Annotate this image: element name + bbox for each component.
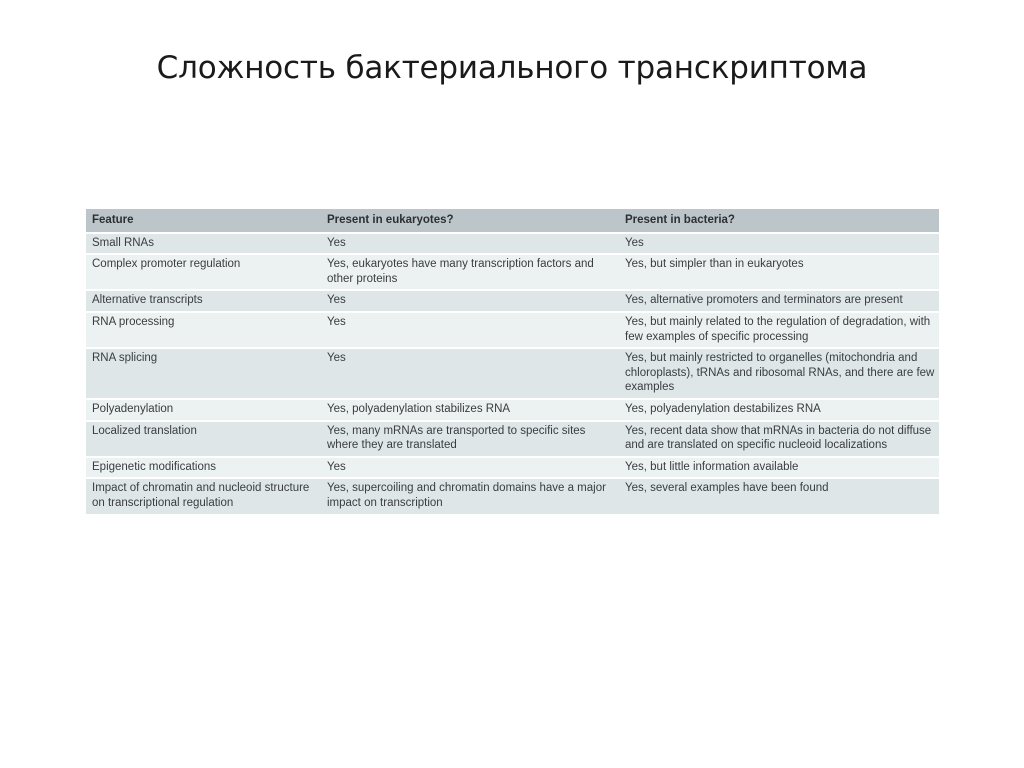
table-row bbox=[86, 479, 939, 513]
cell-bacteria: Yes, but mainly restricted to organelles (mitochondria and chloroplasts), tRNAs and ribosomal RNAs, and there are few examples bbox=[619, 349, 939, 398]
cell-bacteria: Yes, several examples have been found bbox=[619, 479, 939, 513]
cell-feature: Polyadenylation bbox=[86, 400, 321, 420]
table-row bbox=[86, 400, 939, 420]
table-row bbox=[86, 313, 939, 347]
comparison-table-container bbox=[86, 207, 939, 516]
header-eukaryotes: Present in eukaryotes? bbox=[321, 209, 619, 232]
table-row bbox=[86, 422, 939, 456]
cell-bacteria: Yes, recent data show that mRNAs in bacteria do not diffuse and are translated on specific nucleoid localizations bbox=[619, 422, 939, 456]
comparison-table bbox=[86, 207, 939, 516]
cell-feature: Epigenetic modifications bbox=[86, 458, 321, 478]
cell-feature: RNA splicing bbox=[86, 349, 321, 398]
table-row bbox=[86, 349, 939, 398]
table-row bbox=[86, 291, 939, 311]
cell-eukaryotes: Yes, polyadenylation stabilizes RNA bbox=[321, 400, 619, 420]
table-header-row bbox=[86, 209, 939, 232]
cell-feature: RNA processing bbox=[86, 313, 321, 347]
table-row bbox=[86, 458, 939, 478]
cell-eukaryotes: Yes bbox=[321, 458, 619, 478]
cell-feature: Small RNAs bbox=[86, 234, 321, 254]
table-row bbox=[86, 255, 939, 289]
cell-eukaryotes: Yes bbox=[321, 234, 619, 254]
table-row bbox=[86, 234, 939, 254]
header-feature: Feature bbox=[86, 209, 321, 232]
cell-eukaryotes: Yes bbox=[321, 291, 619, 311]
cell-feature: Impact of chromatin and nucleoid structure on transcriptional regulation bbox=[86, 479, 321, 513]
cell-bacteria: Yes bbox=[619, 234, 939, 254]
cell-bacteria: Yes, but simpler than in eukaryotes bbox=[619, 255, 939, 289]
cell-feature: Alternative transcripts bbox=[86, 291, 321, 311]
header-bacteria: Present in bacteria? bbox=[619, 209, 939, 232]
cell-bacteria: Yes, but mainly related to the regulation of degradation, with few examples of specific processing bbox=[619, 313, 939, 347]
cell-bacteria: Yes, polyadenylation destabilizes RNA bbox=[619, 400, 939, 420]
cell-feature: Complex promoter regulation bbox=[86, 255, 321, 289]
cell-eukaryotes: Yes, supercoiling and chromatin domains have a major impact on transcription bbox=[321, 479, 619, 513]
cell-feature: Localized translation bbox=[86, 422, 321, 456]
slide-title: Сложность бактериального транскриптома bbox=[156, 50, 868, 86]
cell-bacteria: Yes, but little information available bbox=[619, 458, 939, 478]
cell-bacteria: Yes, alternative promoters and terminators are present bbox=[619, 291, 939, 311]
cell-eukaryotes: Yes, eukaryotes have many transcription factors and other proteins bbox=[321, 255, 619, 289]
cell-eukaryotes: Yes, many mRNAs are transported to specific sites where they are translated bbox=[321, 422, 619, 456]
cell-eukaryotes: Yes bbox=[321, 349, 619, 398]
cell-eukaryotes: Yes bbox=[321, 313, 619, 347]
